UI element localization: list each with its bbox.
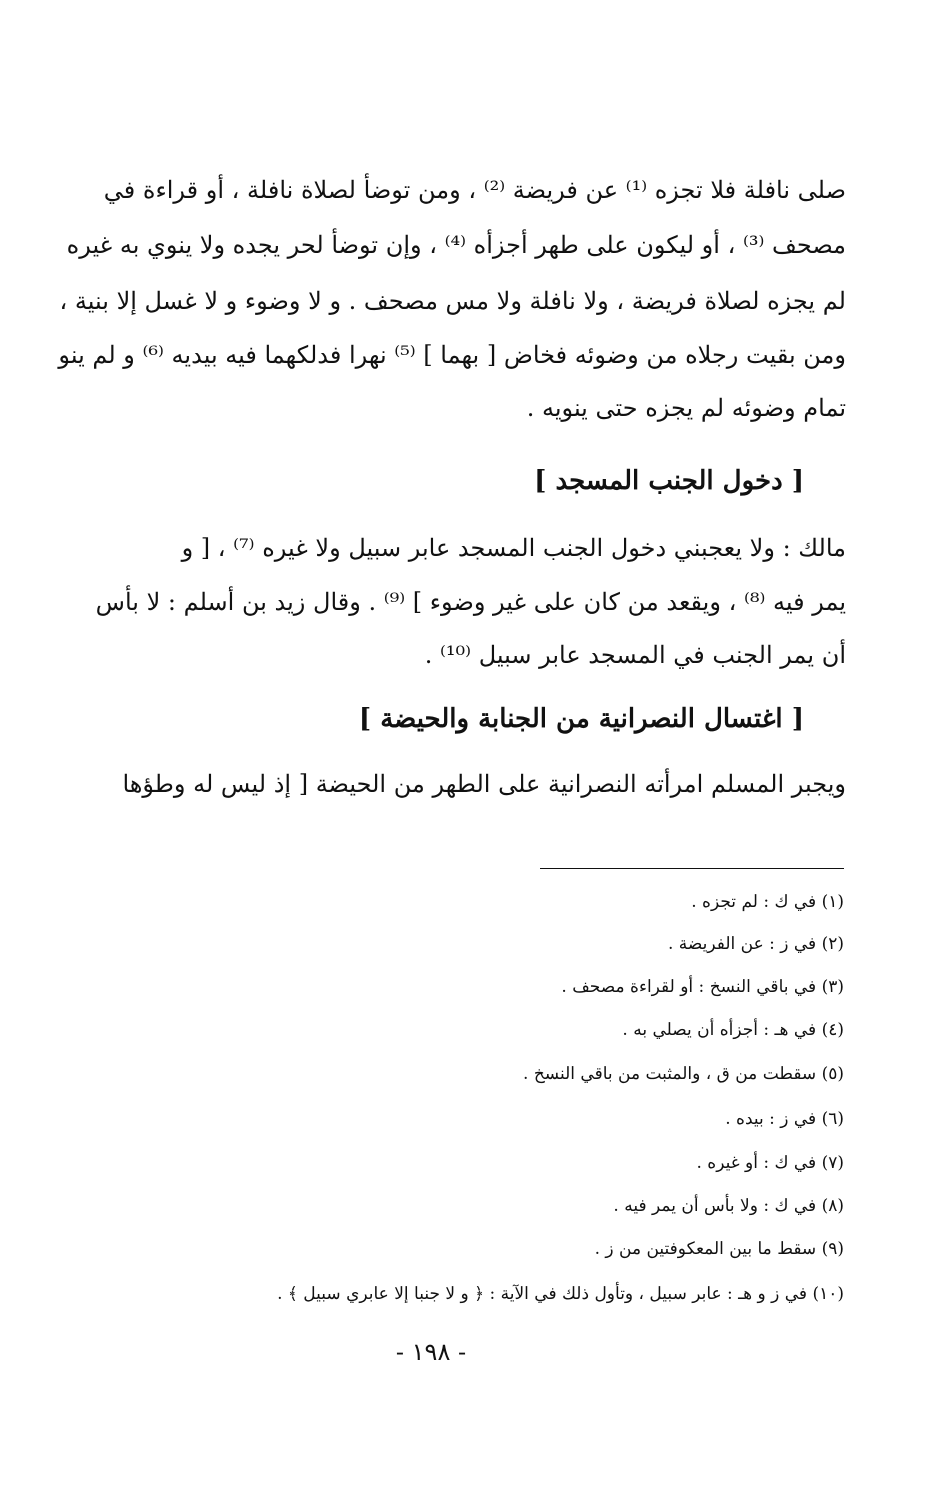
text-line: ويجبر المسلم امرأته النصرانية على الطهر من الحيضة [ إذ ليس له وطؤها xyxy=(122,770,846,798)
footnote: (٧) في ك : أو غيره . xyxy=(696,1153,844,1173)
text-line: صلى نافلة فلا تجزه ⁽¹⁾ عن فريضة ⁽²⁾ ، ومن توضأ لصلاة نافلة ، أو قراءة في xyxy=(103,176,846,204)
footnote: (٦) في ز : بيده . xyxy=(725,1109,844,1129)
footnote: (٢) في ز : عن الفريضة . xyxy=(667,934,844,954)
footnote-divider xyxy=(540,868,844,869)
text-line: تمام وضوئه لم يجزه حتى ينويه . xyxy=(526,394,846,422)
footnote: (١٠) في ز و هـ : عابر سبيل ، وتأول ذلك في الآية : ﴿ و لا جنبا إلا عابري سبيل ﴾ . xyxy=(277,1284,844,1304)
text-line: مالك : ولا يعجبني دخول الجنب المسجد عابر سبيل ولا غيره ⁽⁷⁾ ، [ و xyxy=(181,534,846,562)
footnote: (٣) في باقي النسخ : أو لقراءة مصحف . xyxy=(561,977,844,997)
section-heading: [ اغتسال النصرانية من الجنابة والحيضة ] xyxy=(358,704,804,734)
text-line: ومن بقيت رجلاه من وضوئه فخاض [ بهما ] ⁽⁵⁾ نهرا فدلكهما فيه بيديه ⁽⁶⁾ و لم ينو xyxy=(58,341,846,369)
text-line: يمر فيه ⁽⁸⁾ ، ويقعد من كان على غير وضوء ] ⁽⁹⁾ . وقال زيد بن أسلم : لا بأس xyxy=(95,588,846,616)
footnote: (٩) سقط ما بين المعكوفتين من ز . xyxy=(594,1239,844,1259)
footnote: (١) في ك : لم تجزه . xyxy=(691,892,844,912)
text-line: مصحف ⁽³⁾ ، أو ليكون على طهر أجزأه ⁽⁴⁾ ، وإن توضأ لحر يجده ولا ينوي به غيره xyxy=(66,231,846,259)
text-line: أن يمر الجنب في المسجد عابر سبيل ⁽¹⁰⁾ . xyxy=(424,641,846,669)
section-heading: [ دخول الجنب المسجد ] xyxy=(534,466,804,496)
footnote: (٥) سقطت من ق ، والمثبت من باقي النسخ . xyxy=(523,1064,844,1084)
footnote: (٤) في هـ : أجزأه أن يصلي به . xyxy=(622,1020,844,1040)
footnote: (٨) في ك : ولا بأس أن يمر فيه . xyxy=(613,1196,844,1216)
page-number: - ١٩٨ - xyxy=(395,1338,467,1366)
text-line: لم يجزه لصلاة فريضة ، ولا نافلة ولا مس مصحف . و لا وضوء و لا غسل إلا بنية ، xyxy=(59,287,846,315)
